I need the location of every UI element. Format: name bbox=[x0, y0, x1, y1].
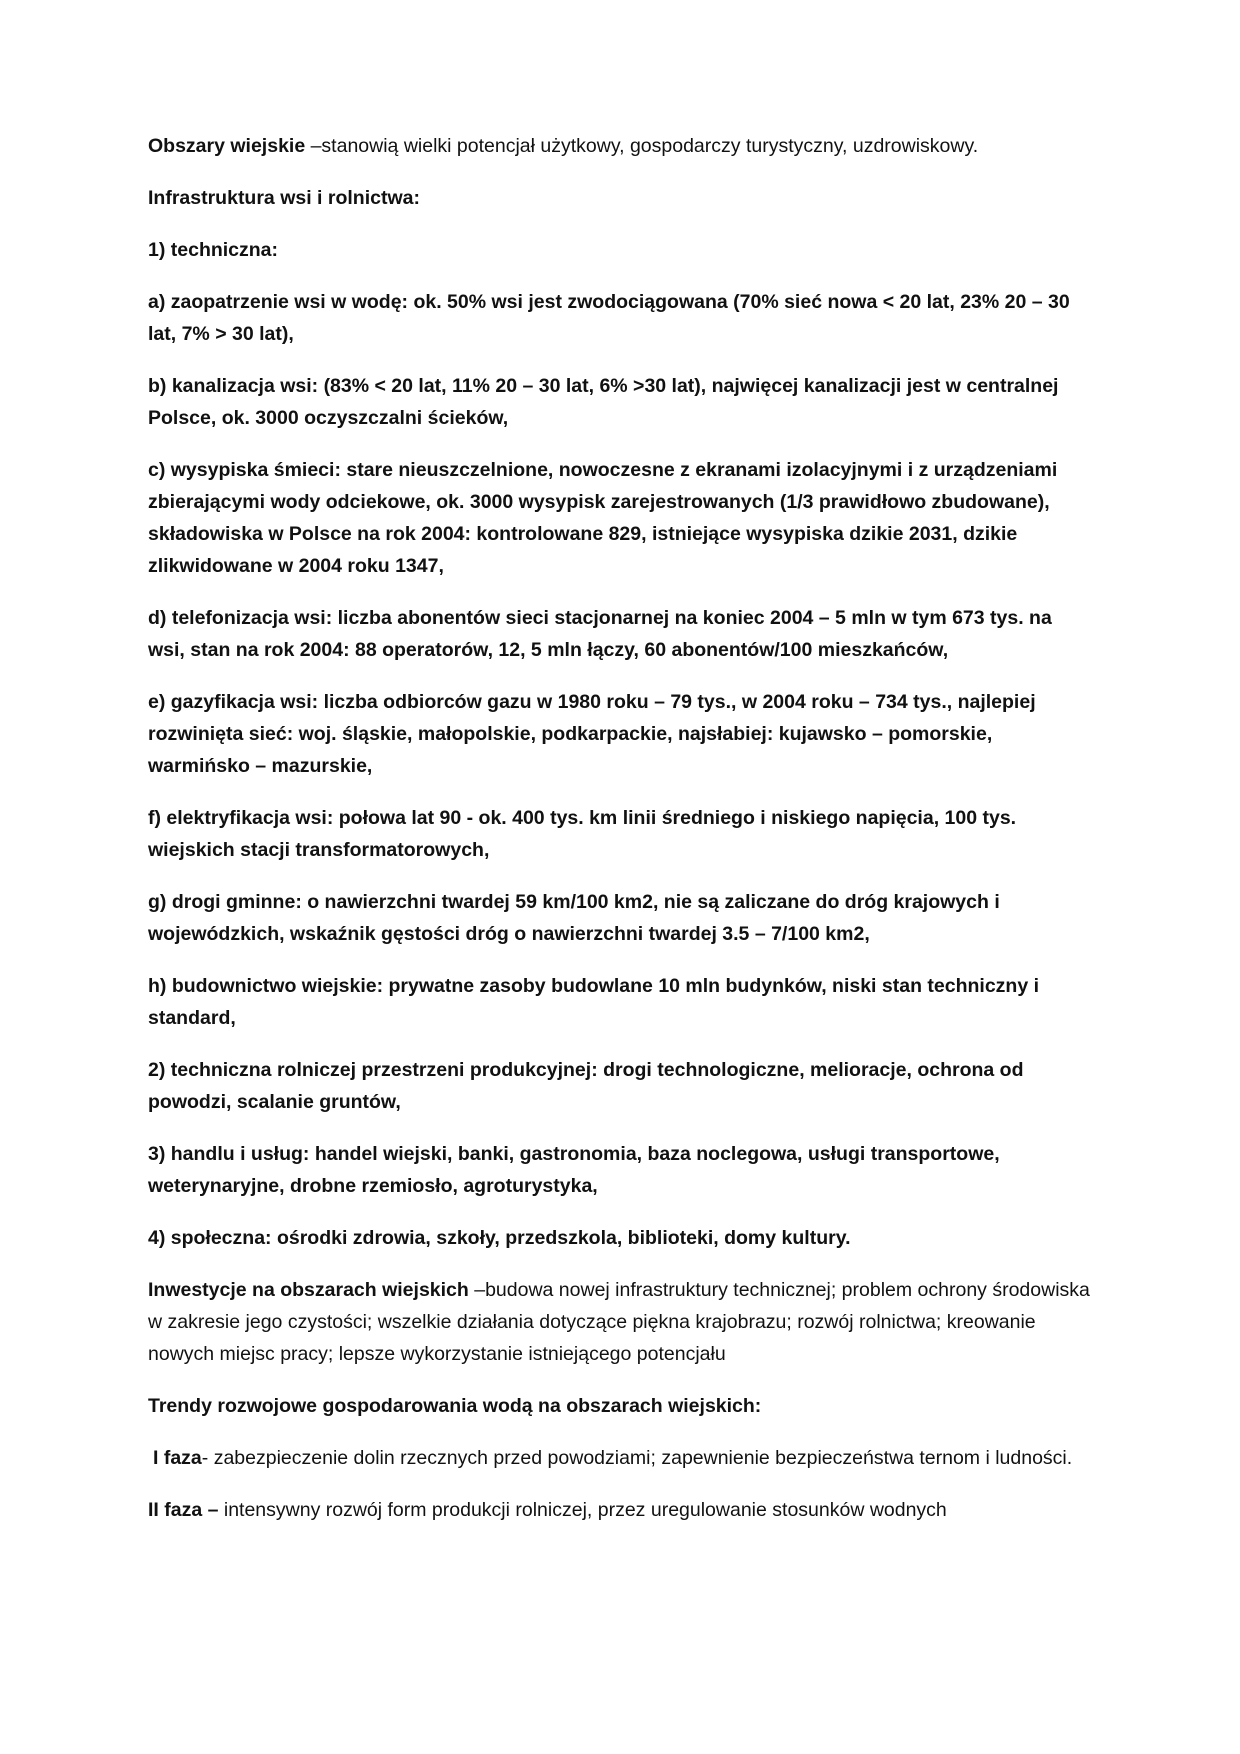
list-item-landfills: c) wysypiska śmieci: stare nieuszczelnione, nowoczesne z ekranami izolacyjnymi i z urządzeniami zbierającymi wody odciekowe, ok. 3000 wysypisk zarejestrowanych (1/3 prawidłowo zbudowane), składowiska w Polsce na rok 2004: kontrolowane 829, istniejące wysypiska dzikie 2031, dzikie zlikwidowane w 2004 roku 1347, bbox=[148, 459, 1058, 577]
definition-phase-one: - zabezpieczenie dolin rzecznych przed powodziami; zapewnienie bezpieczeństwa ternom i ludności. bbox=[201, 1447, 1073, 1469]
term-phase-two: II faza – bbox=[148, 1499, 219, 1521]
paragraph-rural-areas bbox=[148, 130, 1093, 162]
paragraph-phase-two bbox=[148, 1494, 1093, 1526]
paragraph-phase-one bbox=[148, 1442, 1093, 1474]
list-item-sewerage: b) kanalizacja wsi: (83% < 20 lat, 11% 20 – 30 lat, 6% >30 lat), najwięcej kanalizacji jest w centralnej Polsce, ok. 3000 oczyszczalni ścieków, bbox=[148, 375, 1059, 429]
list-item-rural-construction: h) budownictwo wiejskie: prywatne zasoby budowlane 10 mln budynków, niski stan techniczny i standard, bbox=[148, 975, 1040, 1029]
definition-rural-areas: –stanowią wielki potencjał użytkowy, gospodarczy turystyczny, uzdrowiskowy. bbox=[305, 135, 979, 157]
definition-phase-two: intensywny rozwój form produkcji rolniczej, przez uregulowanie stosunków wodnych bbox=[218, 1499, 947, 1521]
paragraph-investments bbox=[148, 1274, 1093, 1370]
document-page bbox=[148, 130, 1093, 1546]
list-item-telephony: d) telefonizacja wsi: liczba abonentów sieci stacjonarnej na koniec 2004 – 5 mln w tym 673 tys. na wsi, stan na rok 2004: 88 operatorów, 12, 5 mln łączy, 60 abonentów/100 mieszkańców, bbox=[148, 607, 1052, 661]
term-phase-one: I faza bbox=[153, 1447, 202, 1469]
term-rural-areas: Obszary wiejskie bbox=[148, 135, 306, 157]
definition-investments: –budowa nowej infrastruktury technicznej; problem ochrony środowiska w zakresie jego czystości; wszelkie działania dotyczące piękna krajobrazu; rozwój rolnictwa; kreowanie nowych miejsc pracy; lepsze wykorzystanie istniejącego potencjału bbox=[148, 1279, 1090, 1365]
term-investments: Inwestycje na obszarach wiejskich bbox=[148, 1279, 469, 1301]
list-item-technical: 1) techniczna: bbox=[148, 239, 279, 261]
list-item-electrification: f) elektryfikacja wsi: połowa lat 90 - ok. 400 tys. km linii średniego i niskiego napięcia, 100 tys. wiejskich stacji transformatorowych, bbox=[148, 807, 1017, 861]
list-item-trade-services: 3) handlu i usług: handel wiejski, banki, gastronomia, baza noclegowa, usługi transportowe, weterynaryjne, drobne rzemiosło, agroturystyka, bbox=[148, 1143, 1000, 1197]
heading-water-trends: Trendy rozwojowe gospodarowania wodą na obszarach wiejskich: bbox=[148, 1395, 762, 1417]
heading-infrastructure: Infrastruktura wsi i rolnictwa: bbox=[148, 187, 420, 209]
list-item-municipal-roads: g) drogi gminne: o nawierzchni twardej 59 km/100 km2, nie są zaliczane do dróg krajowych i wojewódzkich, wskaźnik gęstości dróg o nawierzchni twardej 3.5 – 7/100 km2, bbox=[148, 891, 1000, 945]
list-item-water-supply: a) zaopatrzenie wsi w wodę: ok. 50% wsi jest zwodociągowana (70% sieć nowa < 20 lat, 23% 20 – 30 lat, 7% > 30 lat), bbox=[148, 291, 1070, 345]
list-item-social: 4) społeczna: ośrodki zdrowia, szkoły, przedszkola, biblioteki, domy kultury. bbox=[148, 1227, 851, 1249]
list-item-agricultural-space: 2) techniczna rolniczej przestrzeni produkcyjnej: drogi technologiczne, melioracje, ochrona od powodzi, scalanie gruntów, bbox=[148, 1059, 1024, 1113]
list-item-gasification: e) gazyfikacja wsi: liczba odbiorców gazu w 1980 roku – 79 tys., w 2004 roku – 734 tys., najlepiej rozwinięta sieć: woj. śląskie, małopolskie, podkarpackie, najsłabiej: kujawsko – pomorskie, warmińsko – mazurskie, bbox=[148, 691, 1036, 777]
